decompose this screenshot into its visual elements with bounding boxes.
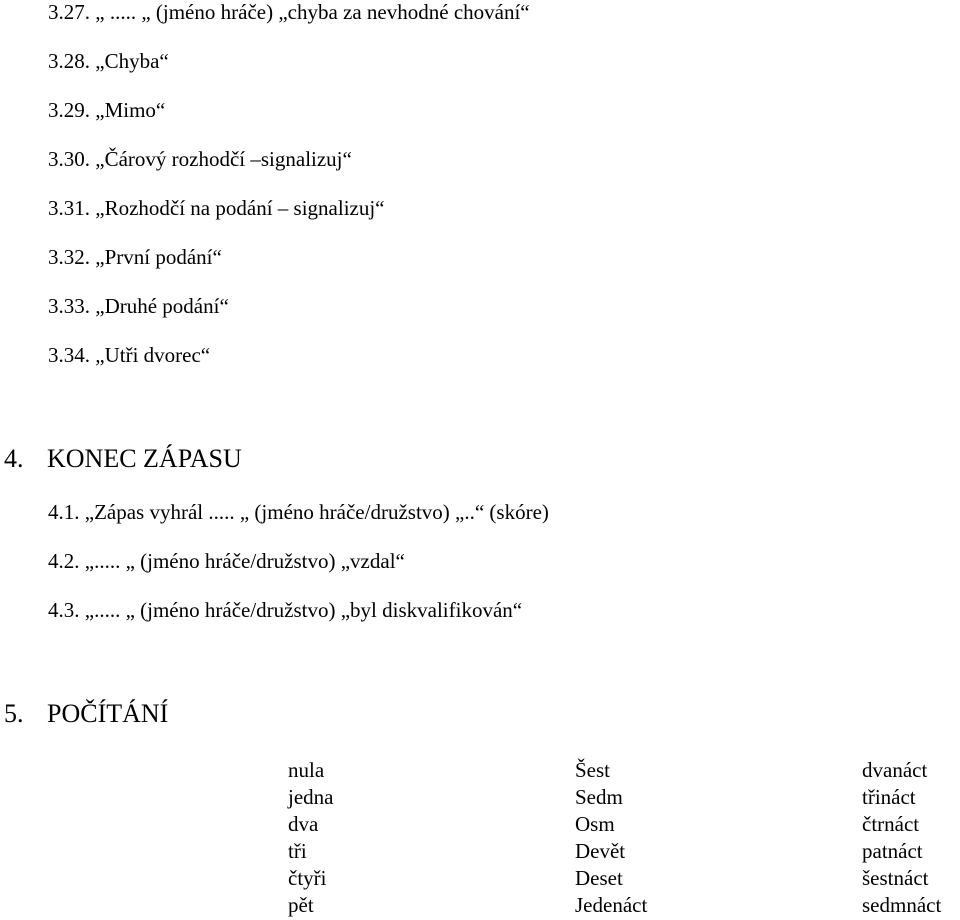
number-word: jedna (288, 785, 334, 809)
numbers-column (575, 758, 647, 920)
list-item: 3.31. „Rozhodčí na podání – signalizuj“ (48, 196, 385, 220)
number-word: Jedenáct (575, 893, 648, 917)
number-word: sedmnáct (862, 893, 942, 917)
number-word: dvanáct (862, 758, 928, 782)
section-title: POČÍTÁNÍ (47, 699, 169, 728)
section-heading-pocitani (4, 699, 168, 729)
number-word: Deset (575, 866, 623, 890)
number-word: čtrnáct (862, 812, 920, 836)
section-number: 4. (4, 444, 24, 473)
numbers-column (862, 758, 941, 920)
list-item: 4.2. „..... „ (jméno hráče/družstvo) „vzdal“ (48, 549, 405, 573)
list-item: 3.27. „ ..... „ (jméno hráče) „chyba za nevhodné chování“ (48, 0, 530, 24)
number-word: třináct (862, 785, 916, 809)
number-word: šestnáct (862, 866, 929, 890)
list-item: 3.29. „Mimo“ (48, 98, 166, 122)
number-word: čtyři (288, 866, 327, 890)
section-number: 5. (4, 699, 24, 728)
section-heading-konec-zapasu (4, 444, 242, 474)
list-item: 3.32. „První podání“ (48, 245, 222, 269)
number-word: Osm (575, 812, 615, 836)
list-item: 3.34. „Utři dvorec“ (48, 343, 211, 367)
numbers-column (288, 758, 333, 920)
number-word: patnáct (862, 839, 923, 863)
number-word: pět (288, 893, 314, 917)
list-item: 4.1. „Zápas vyhrál ..... „ (jméno hráče/družstvo) „..“ (skóre) (48, 500, 549, 524)
number-word: nula (288, 758, 325, 782)
number-word: Devět (575, 839, 626, 863)
list-item: 4.3. „..... „ (jméno hráče/družstvo) „byl diskvalifikován“ (48, 598, 523, 622)
list-item: 3.33. „Druhé podání“ (48, 294, 229, 318)
list-item: 3.30. „Čárový rozhodčí –signalizuj“ (48, 147, 352, 171)
number-word: Šest (575, 758, 611, 782)
section-title: KONEC ZÁPASU (47, 444, 242, 473)
list-item: 3.28. „Chyba“ (48, 49, 169, 73)
number-word: Sedm (575, 785, 623, 809)
number-word: tři (288, 839, 307, 863)
number-word: dva (288, 812, 319, 836)
